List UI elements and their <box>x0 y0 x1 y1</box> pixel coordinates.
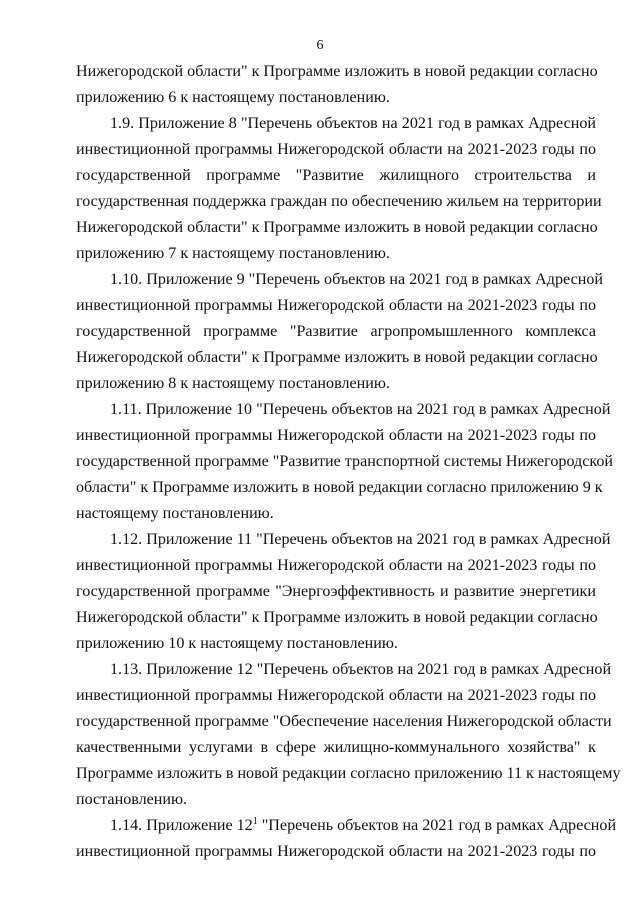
superscript-marker: 1 <box>252 816 258 827</box>
text-line: инвестиционной программы Нижегородской области на 2021-2023 годы по <box>76 141 596 158</box>
text-line: приложению 6 к настоящему постановлению. <box>76 89 390 106</box>
text-line: Нижегородской области" к Программе изложить в новой редакции согласно <box>76 349 598 366</box>
text-line: Программе изложить в новой редакции согласно приложению 11 к настоящему <box>76 765 621 782</box>
paragraph-1-8-continuation <box>76 59 596 111</box>
text-line: инвестиционной программы Нижегородской области на 2021-2023 годы по <box>76 843 596 860</box>
page-number: 6 <box>316 38 324 53</box>
text-line: государственная поддержка граждан по обеспечению жильем на территории <box>76 193 602 210</box>
text-line: 1.13. Приложение 12 "Перечень объектов на 2021 год в рамках Адресной <box>110 661 612 678</box>
text-line: государственной программе "Развитие агропромышленного комплекса <box>76 323 596 340</box>
text-line: Нижегородской области" к Программе изложить в новой редакции согласно <box>76 219 598 236</box>
text-line: 1.10. Приложение 9 "Перечень объектов на 2021 год в рамках Адресной <box>110 271 604 288</box>
text-line: государственной программе "Развитие жилищного строительства и <box>76 167 596 184</box>
text-line: 1.11. Приложение 10 "Перечень объектов на 2021 год в рамках Адресной <box>110 401 611 418</box>
text-line: приложению 7 к настоящему постановлению. <box>76 245 390 262</box>
text-line: 1.12. Приложение 11 "Перечень объектов на 2021 год в рамках Адресной <box>110 531 611 548</box>
text-fragment: "Перечень объектов на 2021 год в рамках Адресной <box>257 817 617 834</box>
text-line: государственной программе "Развитие транспортной системы Нижегородской <box>76 453 614 470</box>
text-line: приложению 10 к настоящему постановлению. <box>76 635 398 652</box>
text-line: настоящему постановлению. <box>76 505 274 522</box>
text-line <box>76 813 617 839</box>
text-line: постановлению. <box>76 791 188 808</box>
text-line: инвестиционной программы Нижегородской области на 2021-2023 годы по <box>76 687 596 704</box>
paragraph-1-14 <box>76 813 617 865</box>
document-body <box>76 59 621 865</box>
text-line: Нижегородской области" к Программе изложить в новой редакции согласно <box>76 63 598 80</box>
paragraph-1-11 <box>76 397 614 527</box>
text-line: качественными услугами в сфере жилищно-коммунального хозяйства" к <box>76 739 596 756</box>
paragraph-1-9 <box>76 111 602 267</box>
text-line: области" к Программе изложить в новой редакции согласно приложению 9 к <box>76 479 603 496</box>
text-line: государственной программе "Энергоэффективность и развитие энергетики <box>76 583 596 600</box>
text-line: Нижегородской области" к Программе изложить в новой редакции согласно <box>76 609 598 626</box>
text-line: приложению 8 к настоящему постановлению. <box>76 375 390 392</box>
paragraph-1-13 <box>76 657 621 813</box>
text-fragment: 1.14. Приложение 12 <box>110 817 253 834</box>
text-line: инвестиционной программы Нижегородской области на 2021-2023 годы по <box>76 427 596 444</box>
text-line: инвестиционной программы Нижегородской области на 2021-2023 годы по <box>76 297 596 314</box>
text-line: 1.9. Приложение 8 "Перечень объектов на 2021 год в рамках Адресной <box>110 115 596 132</box>
paragraph-1-10 <box>76 267 604 397</box>
paragraph-1-12 <box>76 527 611 657</box>
text-line: инвестиционной программы Нижегородской области на 2021-2023 годы по <box>76 557 596 574</box>
text-line: государственной программе "Обеспечение населения Нижегородской области <box>76 713 612 730</box>
